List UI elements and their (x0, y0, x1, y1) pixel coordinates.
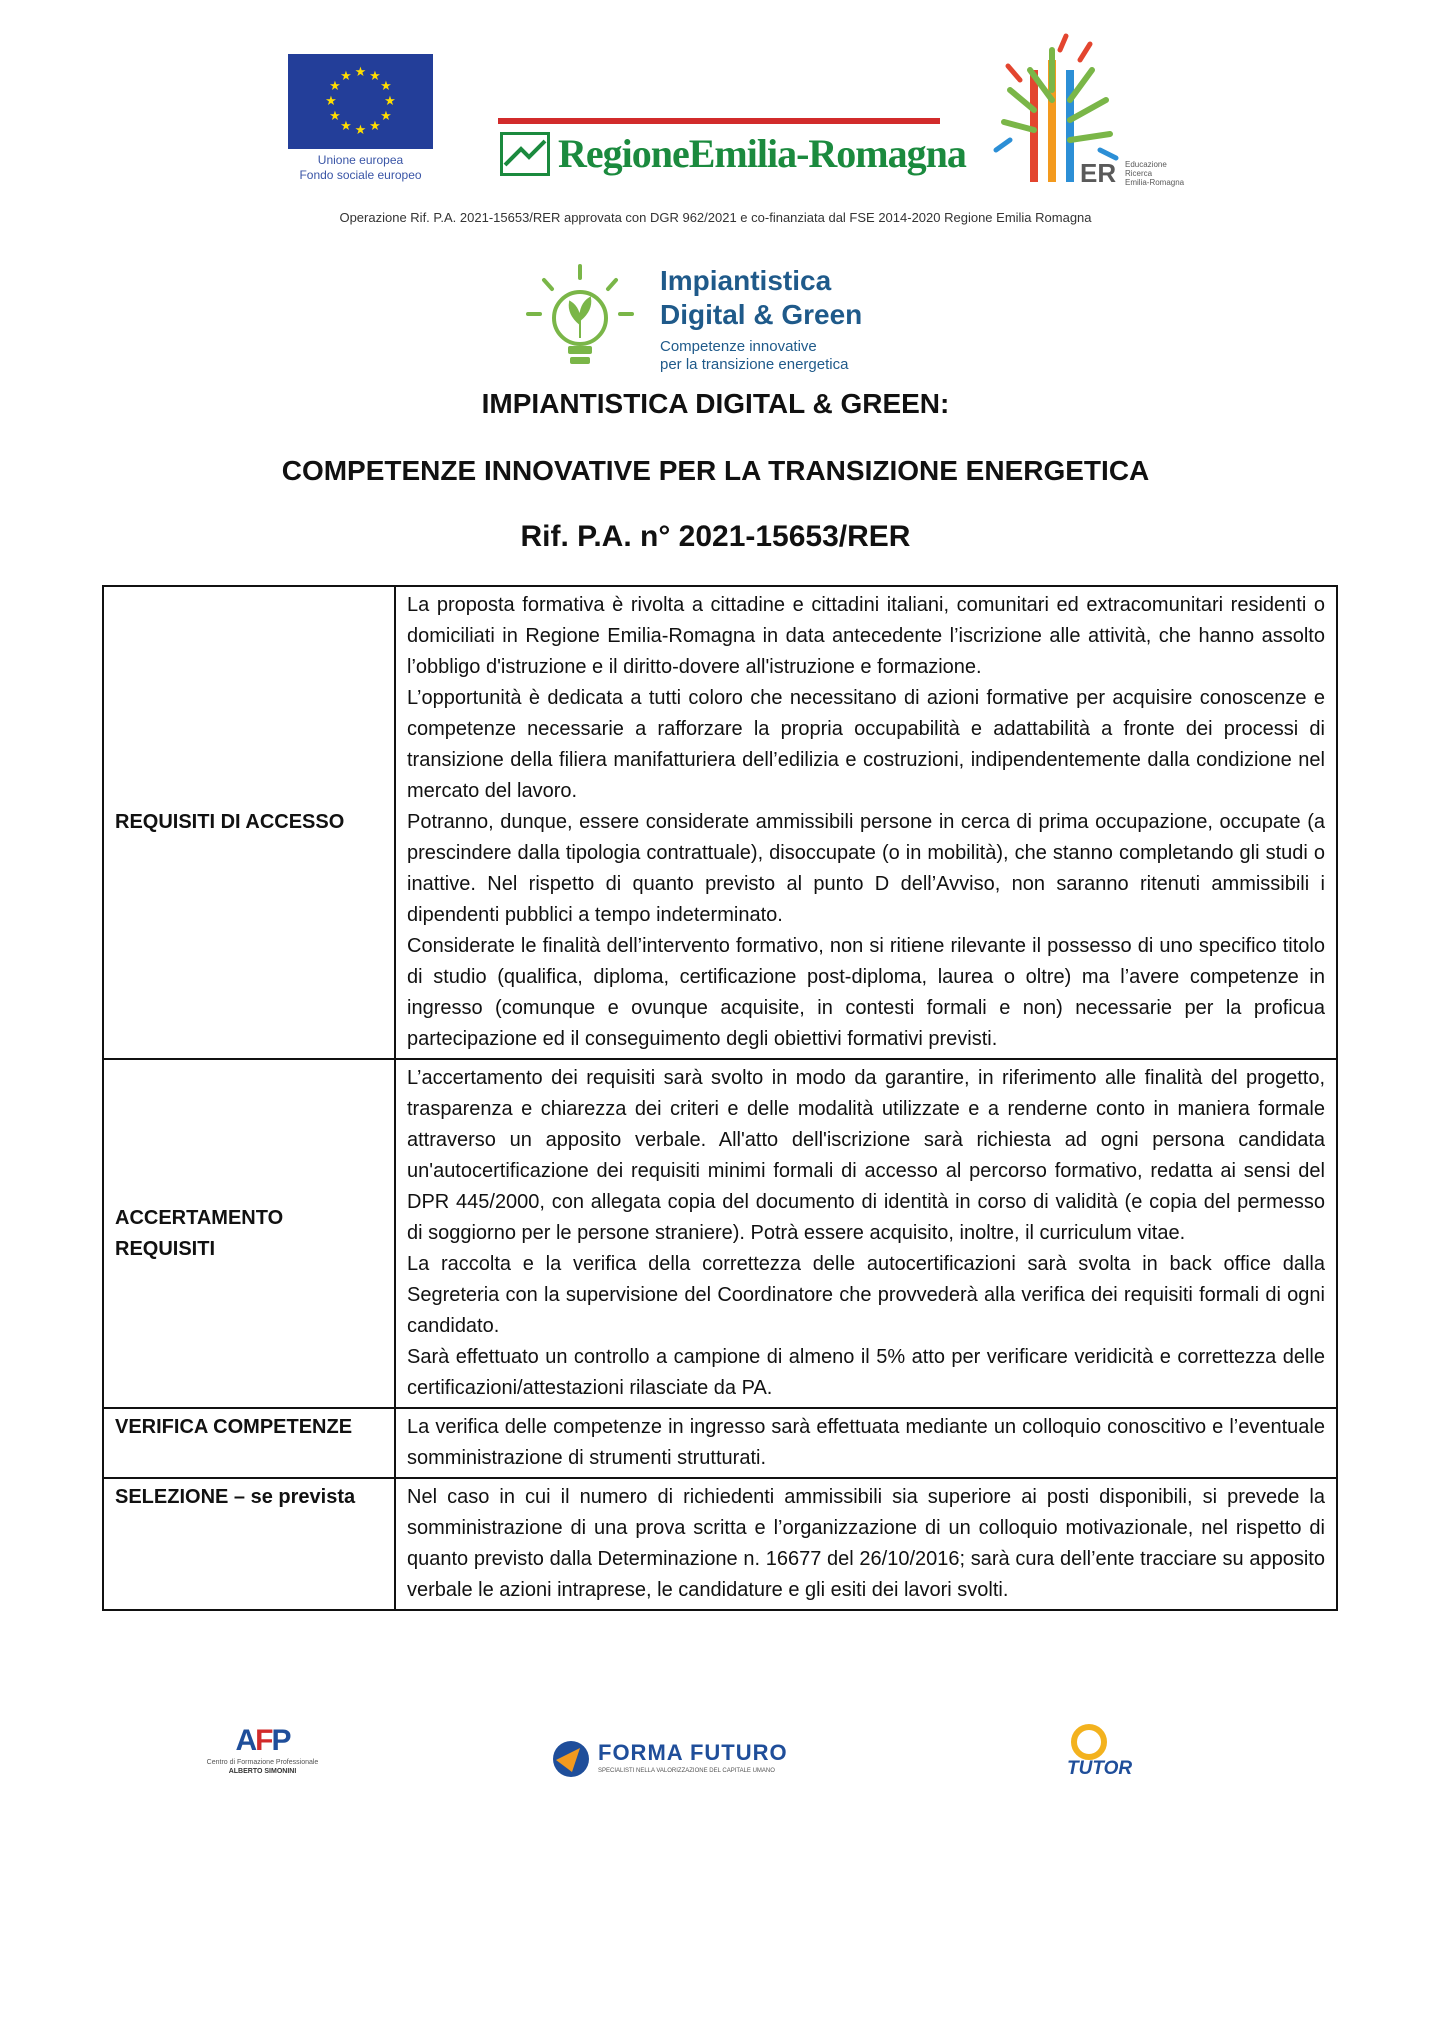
paragraph: Potranno, dunque, essere considerate ammissibili persone in cerca di prima occupazione, occupate (a prescindere dalla tipologia contrattuale), disoccupate (o in mobilità), che stanno completando gli studi o inattive. Nel rispetto di quanto previsto al punto D dell’Avviso, non saranno ritenuti ammissibili i dipendenti pubblici a tempo indeterminato. (407, 811, 1325, 926)
er-sub-line3: Emilia-Romagna (1125, 178, 1185, 187)
tutor-mark-icon (1069, 1722, 1109, 1762)
afp-mark-icon: AFP (235, 1724, 290, 1757)
region-mark-icon (500, 132, 550, 176)
svg-text:★: ★ (384, 94, 396, 109)
er-sub-line1: Educazione (1125, 160, 1167, 169)
document-title-line1: IMPIANTISTICA DIGITAL & GREEN: (481, 388, 950, 419)
svg-text:★: ★ (354, 123, 367, 138)
afp-caption-line2: ALBERTO SIMONINI (228, 1768, 297, 1775)
svg-text:★: ★ (369, 69, 381, 84)
project-logo (520, 262, 920, 382)
project-name-line1: Impiantistica (660, 265, 832, 296)
operation-note: Operazione Rif. P.A. 2021-15653/RER approvata con DGR 962/2021 e co-finanziata dal FSE 2014-2020 Regione Emilia Romagna (339, 210, 1092, 225)
svg-text:★: ★ (329, 79, 341, 94)
svg-text:★: ★ (340, 69, 352, 84)
er-sub-line2: Ricerca (1125, 169, 1153, 178)
svg-text:★: ★ (354, 65, 367, 80)
forma-futuro-mark-icon (550, 1738, 592, 1780)
eu-caption-line2: Fondo sociale europeo (299, 168, 422, 182)
paragraph: L’opportunità è dedicata a tutti coloro che necessitano di azioni formative per acquisire conoscenze e competenze necessarie a rafforzare la propria occupabilità e adattabilità a fronte dei processi di transizione della filiera manifatturiera dell’edilizia e costruzioni, indipendentemente dalla condizione nel mercato del lavoro. (407, 687, 1325, 802)
afp-caption-line1: Centro di Formazione Professionale (206, 1759, 319, 1766)
row-label: VERIFICA COMPETENZE (103, 1408, 395, 1478)
row-label: ACCERTAMENTO REQUISITI (103, 1059, 395, 1408)
table-row (103, 1478, 1337, 1610)
afp-simonini-logo (200, 1724, 325, 1794)
paragraph: Nel caso in cui il numero di richiedenti ammissibili sia superiore ai posti disponibili, si prevede la somministrazione di una prova scritta e l’organizzazione di un colloquio motivazionale, nel rispetto di quanto previsto dalla Determinazione n. 16677 del 26/10/2016; sarà cura dell’ente tracciare su apposito verbale le azioni intraprese, le candidature e gli esiti dei lavori svolti. (407, 1486, 1325, 1601)
paragraph: La proposta formativa è rivolta a cittadine e cittadini italiani, comunitari ed extracomunitari residenti o domiciliati in Regione Emilia-Romagna in data antecedente l’iscrizione alle attività, che hanno assolto l’obbligo d'istruzione e il diritto-dovere all'istruzione e formazione. (407, 594, 1325, 678)
paragraph: Sarà effettuato un controllo a campione di almeno il 5% atto per verificare veridicità e correttezza delle certificazioni/attestazioni rilasciate da PA. (407, 1346, 1325, 1399)
project-tagline-line1: Competenze innovative (660, 338, 817, 355)
svg-text:★: ★ (340, 119, 352, 134)
row-label: REQUISITI DI ACCESSO (103, 586, 395, 1059)
er-logo (990, 30, 1190, 200)
footer-logos (0, 1718, 1431, 1798)
row-content (395, 586, 1337, 1059)
document-title-line2: COMPETENZE INNOVATIVE PER LA TRANSIZIONE ENERGETICA (281, 455, 1150, 486)
project-name-line2: Digital & Green (660, 299, 863, 330)
svg-text:★: ★ (329, 109, 341, 124)
region-red-bar (498, 118, 940, 124)
eu-logo (288, 54, 433, 183)
svg-text:★: ★ (380, 109, 392, 124)
forma-futuro-logo (550, 1738, 810, 1788)
paragraph: La raccolta e la verifica della correttezza delle autocertificazioni sarà svolta in back office dalla Segreteria con la supervisione del Coordinatore che provvederà alla verifica dei requisiti formali di ogni candidato. (407, 1253, 1325, 1337)
tutor-name: TUTOR (1067, 1758, 1133, 1779)
document-reference: Rif. P.A. n° 2021-15653/RER (520, 520, 911, 553)
table-row (103, 586, 1337, 1059)
table-row (103, 1059, 1337, 1408)
requirements-table (102, 585, 1338, 1611)
project-tagline (660, 338, 848, 374)
tutor-logo (1055, 1722, 1155, 1792)
eu-caption (288, 153, 433, 183)
header-logos (0, 30, 1431, 200)
eu-flag-icon (288, 54, 433, 149)
paragraph: Considerate le finalità dell’intervento formativo, non si ritiene rilevante il possesso di uno specifico titolo di studio (qualifica, diploma, certificazione post-diploma, laurea o oltre) ma l’avere competenze in ingresso (comunque e ovunque acquisite, in contesti formali e non) necessarie per la proficua partecipazione ed il conseguimento degli obiettivi formativi previsti. (407, 935, 1325, 1050)
forma-futuro-name: FORMA FUTURO (598, 1740, 788, 1765)
region-name: RegioneEmilia-Romagna (558, 131, 966, 176)
paragraph: La verifica delle competenze in ingresso sarà effettuata mediante un colloquio conoscitivo e l’eventuale somministrazione di strumenti strutturati. (407, 1416, 1325, 1469)
regione-emilia-romagna-logo (498, 118, 966, 180)
lightbulb-leaf-icon (520, 262, 640, 382)
afp-caption (200, 1758, 325, 1776)
svg-text:★: ★ (380, 79, 392, 94)
project-name (660, 264, 862, 332)
row-content (395, 1059, 1337, 1408)
paragraph: L’accertamento dei requisiti sarà svolto in modo da garantire, in riferimento alle finalità del progetto, trasparenza e chiarezza dei criteri e delle modalità utilizzate e a renderne conto in maniera formale attraverso un apposito verbale. All'atto dell'iscrizione sarà richiesta ad ogni persona candidata un'autocertificazione dei requisiti minimi formali di accesso al percorso formativo, redatta ai sensi del DPR 445/2000, con allegata copia del documento di identità in corso di validità (e copia del permesso di soggiorno per le persone straniere). Potrà essere acquisito, inoltre, il curriculum vitae. (407, 1067, 1325, 1244)
svg-text:★: ★ (325, 94, 337, 109)
forma-futuro-subtitle: SPECIALISTI NELLA VALORIZZAZIONE DEL CAPITALE UMANO (598, 1768, 775, 1774)
er-label: ER (1080, 158, 1117, 188)
row-content (395, 1408, 1337, 1478)
eu-caption-line1: Unione europea (317, 153, 404, 167)
row-content (395, 1478, 1337, 1610)
table-row (103, 1408, 1337, 1478)
svg-text:★: ★ (369, 119, 381, 134)
er-subtitle (1125, 160, 1184, 187)
row-label: SELEZIONE – se prevista (103, 1478, 395, 1610)
project-tagline-line2: per la transizione energetica (660, 356, 849, 373)
